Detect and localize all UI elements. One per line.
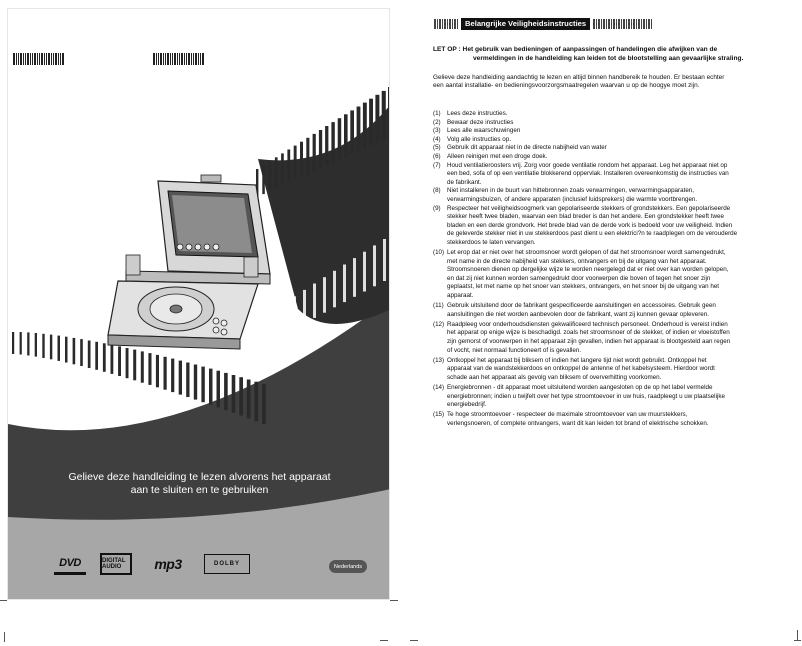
crop-mark xyxy=(794,640,801,641)
stripe xyxy=(388,87,390,137)
stripe xyxy=(217,371,221,408)
instruction-number: (14) xyxy=(433,383,445,391)
header-stripe xyxy=(621,19,623,29)
stripe xyxy=(363,103,367,149)
instruction-item xyxy=(433,357,788,383)
header-stripe xyxy=(628,19,630,29)
header-stripe xyxy=(447,19,449,29)
instruction-line: bladen en een derde grondvork. Het brede blad van de derde vork is bedoeld voor uw veiligheid. Indien xyxy=(447,221,733,229)
instruction-line: geplaatst, let met name op het snoer van stekkers, ontvangers, en het snoer bij de uitgang van het xyxy=(447,283,720,291)
stripe xyxy=(27,332,29,355)
header-stripe xyxy=(643,19,645,29)
stripe xyxy=(313,284,316,318)
instruction-line: aansluitingen die niet worden aanbevolen door de fabrikant, want zij kunnen gevaar opleveren. xyxy=(447,310,709,318)
compact-disc-logo xyxy=(100,553,132,575)
instruction-text xyxy=(447,384,788,410)
instruction-item xyxy=(433,136,788,145)
stripe xyxy=(88,341,91,369)
stripe xyxy=(262,384,266,424)
crop-mark xyxy=(410,640,418,641)
instruction-number: (2) xyxy=(433,118,441,126)
stripe xyxy=(148,353,151,385)
instruction-line: energiebronnen; indien u twijfelt over het type stroomtoevoer in uw huis, raadpleegt u uw plaatselijke xyxy=(447,392,725,400)
stripe xyxy=(383,239,386,281)
instruction-line: verlengsnoeren, of complete ontvangers, want dit kan leiden tot brand of elektrische schokken. xyxy=(447,419,709,427)
instruction-text xyxy=(447,205,788,248)
instruction-line: zijn gemorst of voorwerpen in het apparaat zijn gevallen, indien het apparaat is blootgesteld aan regen xyxy=(447,337,731,345)
header-stripe xyxy=(631,19,633,29)
instruction-line: de fabrikant. xyxy=(447,178,482,186)
instruction-line: stekkerdoos te laten vervangen. xyxy=(447,238,536,246)
instruction-item xyxy=(433,144,788,153)
section-title: Belangrijke Veiligheidsinstructies xyxy=(461,18,590,30)
header-stripe xyxy=(449,19,451,29)
cd-logo-text: DIGITAL AUDIO xyxy=(102,558,126,570)
instruction-line: schade aan het apparaat als gevolg van bliksem of oververhitting voorkomen. xyxy=(447,373,662,381)
header-stripe xyxy=(648,19,650,29)
stripe xyxy=(262,165,265,194)
stripe xyxy=(126,348,129,378)
dvd-logo-text: DVD xyxy=(59,556,81,569)
stripe xyxy=(350,110,354,154)
stripe xyxy=(306,138,309,174)
header-stripe xyxy=(439,19,441,29)
intro-line: een aantal installatie- en bedieningsvoorzorgsmaatregelen waarvan u op de hoogye moet zijn. xyxy=(433,82,700,90)
header-stripe xyxy=(593,19,595,29)
instructions-page xyxy=(416,8,794,608)
instruction-number: (10) xyxy=(433,249,445,256)
stripe xyxy=(333,271,336,308)
instruction-item xyxy=(433,187,788,204)
instruction-line: met name in de directe nabijheid van stekkers, ontvangers en bij de uitgang van het apparaat. xyxy=(447,257,707,265)
stripe xyxy=(186,363,189,398)
header-stripe xyxy=(608,19,610,29)
intro-line: Gelieve deze handleiding aandachtig te lezen en altijd binnen handbereik te houden. Er bestaan echter xyxy=(433,74,725,81)
instruction-line: Volg alle instructies op. xyxy=(447,135,511,143)
cover-tagline-line: Gelieve deze handleiding te lezen alvorens het apparaat xyxy=(68,471,331,483)
instruction-line: apparaat van de wandstekkerdoos en ontkoppel de antenne of het kabelsysteem. Hierdoor wordt xyxy=(447,365,715,373)
header-stripe xyxy=(598,19,600,29)
instruction-line: Gebruik dit apparaat niet in de directe nabijheid van water xyxy=(447,144,607,152)
dolby-logo-text: DOLBY xyxy=(214,561,240,567)
stripe xyxy=(95,342,98,370)
stripe xyxy=(275,157,278,188)
header-stripe xyxy=(638,19,640,29)
instruction-line: Ontkoppel het apparaat bij bliksem of indien het langere tijd niet wordt gebruikt. Ontkoppel het xyxy=(447,356,707,364)
instruction-number: (5) xyxy=(433,144,441,152)
instruction-line: Gebruik uitsluitend door de fabrikant gespecificeerde aansluitingen en accessoires. Gebruik geen xyxy=(447,302,716,310)
stripe xyxy=(12,332,14,354)
stripe xyxy=(201,367,204,403)
stripe xyxy=(269,161,272,191)
crop-mark xyxy=(380,640,388,641)
stripe xyxy=(171,359,174,393)
instruction-line: Lees alle waarschuwingen xyxy=(447,127,521,135)
header-stripe xyxy=(606,19,608,29)
header-stripe xyxy=(623,19,625,29)
stripe xyxy=(194,365,197,400)
cover-tagline xyxy=(8,471,390,497)
header-stripes xyxy=(434,19,458,29)
stripe xyxy=(353,258,356,297)
instruction-number: (13) xyxy=(433,356,445,364)
instruction-text xyxy=(447,302,788,319)
header-stripe xyxy=(452,19,454,29)
instruction-line: Bewaar deze instructies xyxy=(447,118,514,126)
stripe xyxy=(141,351,144,382)
stripe xyxy=(179,361,182,395)
stripe xyxy=(73,338,76,364)
stripe xyxy=(133,350,136,381)
stripe xyxy=(323,277,326,313)
header-stripe xyxy=(616,19,618,29)
instruction-item xyxy=(433,162,788,188)
instruction-number: (3) xyxy=(433,127,441,135)
stripe xyxy=(254,382,258,422)
header-stripe xyxy=(633,19,635,29)
instruction-line: het apparat op enige wijze is beschadigd. zoals het stroomsnoer of de stekker, of indien er vloeistoffen xyxy=(447,329,730,337)
instruction-line: of vocht, niet normaal functioneert of is gevallen. xyxy=(447,346,582,354)
stripe xyxy=(164,357,167,390)
header-stripe xyxy=(434,19,436,29)
instruction-text xyxy=(447,187,788,204)
instruction-line: en dat zij niet kunnen worden samengedrukt door voorwerpen die boven of tegen het snoer zijn xyxy=(447,274,711,282)
instruction-text xyxy=(447,321,788,355)
header-stripe xyxy=(626,19,628,29)
stripe xyxy=(232,375,236,413)
instruction-line: energiebedrijf. xyxy=(447,401,487,409)
header-stripe xyxy=(596,19,598,29)
stripe xyxy=(293,296,296,328)
stripe xyxy=(325,126,328,166)
instruction-item xyxy=(433,249,788,301)
instruction-number: (11) xyxy=(433,302,444,310)
stripe xyxy=(20,332,22,355)
instruction-item xyxy=(433,411,788,428)
instruction-line: verwarmingsbuizen, of andere apparaten (inclusief luidsprekers) die warmte voortbrengen. xyxy=(447,195,698,203)
stripe xyxy=(281,153,284,185)
instruction-line: Raadpleeg voor onderhoudsdiensten gekwalificeerd technisch personeel. Onderhoud is vereist indien xyxy=(447,320,728,328)
header-stripe xyxy=(613,19,615,29)
section-header xyxy=(434,18,652,30)
instruction-number: (7) xyxy=(433,161,441,169)
stripe xyxy=(35,333,37,357)
stripe xyxy=(209,369,213,405)
stripe xyxy=(319,130,322,169)
instruction-line: Respecteer het veiligheidsoogmerk van gepolariseerde stekkers of grondstekkers. Een gepolariseerde xyxy=(447,204,731,212)
crop-mark xyxy=(0,600,7,601)
instruction-line: Stroomsnoeren dienen op dergelijke wijze te worden neergelegd dat er niet over kan worden gelopen, xyxy=(447,266,729,274)
header-stripes xyxy=(593,19,652,29)
instruction-text xyxy=(447,144,788,153)
instruction-line: Alleen reinigen met een droge doek. xyxy=(447,152,548,160)
dolby-digital-logo xyxy=(204,554,250,574)
stripe xyxy=(111,345,114,374)
instruction-number: (9) xyxy=(433,204,441,212)
instruction-text xyxy=(447,119,788,128)
header-stripe xyxy=(601,19,603,29)
instruction-item xyxy=(433,119,788,128)
instruction-line: een bed, sofa of op een ventilatie blokkerend oppervlak. Installeren overeenkomstig de instructies van xyxy=(447,170,729,178)
stripe xyxy=(294,146,297,180)
instruction-line: de geleverde stekker niet in uw stekkerdoos past dient u een elektrici?n te raadplegen om de verouderde xyxy=(447,230,738,238)
stripe xyxy=(313,134,316,171)
header-stripe xyxy=(651,19,653,29)
instruction-item xyxy=(433,127,788,136)
warning-line: vermeldingen in de handleiding kan leiden tot de blootstelling aan gevaarlijke straling. xyxy=(473,54,744,62)
stripe xyxy=(156,355,159,387)
instruction-line: Lees deze instructies. xyxy=(447,110,508,117)
header-stripe xyxy=(641,19,643,29)
instruction-text xyxy=(447,162,788,188)
instruction-item xyxy=(433,384,788,410)
instruction-text xyxy=(447,249,788,301)
instruction-text xyxy=(447,110,788,119)
header-stripe xyxy=(437,19,439,29)
instruction-list xyxy=(433,110,788,430)
instruction-number: (12) xyxy=(433,320,445,328)
stripe xyxy=(42,334,44,358)
stripe xyxy=(357,107,361,152)
instruction-line: apparaat. xyxy=(447,291,474,299)
instruction-line: Niet installeren in de buurt van hittebronnen zoals verwarmingen, verwarmingsapparaten, xyxy=(447,187,695,195)
stripe xyxy=(247,380,251,419)
instruction-number: (6) xyxy=(433,152,441,160)
stripe xyxy=(343,265,346,303)
stripe xyxy=(382,91,386,140)
warning-notice xyxy=(433,46,783,63)
stripe xyxy=(363,252,366,292)
instruction-line: Energiebronnen - dit apparaat moet uitsluitend worden aangesloten op de op het label vermelde xyxy=(447,383,713,391)
stripe xyxy=(373,245,376,286)
stripe xyxy=(118,346,121,376)
header-stripe xyxy=(603,19,605,29)
stripe xyxy=(344,114,348,157)
header-stripe xyxy=(442,19,444,29)
stripe xyxy=(80,339,83,366)
instruction-line: Let erop dat er niet over het stroomsnoer wordt gelopen of dat het stroomsnoer wordt samengedrukt, xyxy=(447,249,726,256)
mp3-logo-text: mp3 xyxy=(154,556,182,572)
stripe xyxy=(303,290,306,323)
instruction-item xyxy=(433,302,788,319)
warning-line: LET OP : Het gebruik van bedieningen of aanpassingen of handelingen die afwijken van de xyxy=(433,46,718,53)
header-stripe xyxy=(454,19,456,29)
stripe xyxy=(287,150,290,183)
instruction-text xyxy=(447,411,788,428)
stripe xyxy=(65,337,68,363)
stripe xyxy=(50,335,52,360)
stripe xyxy=(58,336,61,361)
instruction-item xyxy=(433,321,788,355)
instruction-line: Houd ventilatieroosters vrij. Zorg voor goede ventilatie rondom het apparaat. Leg het apparaat niet op xyxy=(447,161,728,169)
instruction-line: stekker heeft twee bladen, waarvan een blad breder is dan het andere. Een grondstekker heeft twee xyxy=(447,213,724,221)
instruction-text xyxy=(447,153,788,162)
cover-page xyxy=(7,8,390,600)
header-stripe xyxy=(618,19,620,29)
instruction-item xyxy=(433,205,788,248)
stripe xyxy=(375,95,379,143)
stripe xyxy=(300,142,303,177)
crop-mark xyxy=(390,600,398,601)
instruction-number: (8) xyxy=(433,187,441,195)
language-badge: Nederlands xyxy=(329,560,367,573)
header-stripe xyxy=(444,19,446,29)
stripe xyxy=(273,309,276,339)
intro-paragraph xyxy=(433,74,783,90)
stripe xyxy=(331,122,334,163)
instruction-number: (1) xyxy=(433,110,441,117)
dvd-player-illustration xyxy=(108,175,270,349)
instruction-number: (4) xyxy=(433,135,441,143)
header-stripe xyxy=(457,19,459,29)
stripe xyxy=(224,373,228,410)
cover-tagline-line: aan te sluiten en te gebruiken xyxy=(130,484,269,496)
stripe xyxy=(239,377,243,415)
instruction-text xyxy=(447,357,788,383)
crop-mark xyxy=(4,632,5,642)
instruction-item xyxy=(433,153,788,162)
instruction-text xyxy=(447,136,788,145)
mp3-logo xyxy=(146,555,190,573)
instruction-line: Te hoge stroomtoevoer - respecteer de maximale stroomtoevoer van uw muurstekkers, xyxy=(447,411,688,419)
format-logos xyxy=(54,553,250,575)
cover-artwork xyxy=(8,9,390,600)
stripe xyxy=(283,303,286,334)
stripe xyxy=(338,118,342,160)
crop-mark xyxy=(797,630,798,640)
header-stripe xyxy=(636,19,638,29)
stripe xyxy=(369,99,373,146)
dvd-video-logo xyxy=(54,554,86,575)
header-stripe xyxy=(611,19,613,29)
spacer xyxy=(433,428,788,430)
instruction-number: (15) xyxy=(433,411,445,419)
instruction-text xyxy=(447,127,788,136)
stripe xyxy=(103,343,106,372)
instruction-item xyxy=(433,110,788,119)
header-stripe xyxy=(646,19,648,29)
